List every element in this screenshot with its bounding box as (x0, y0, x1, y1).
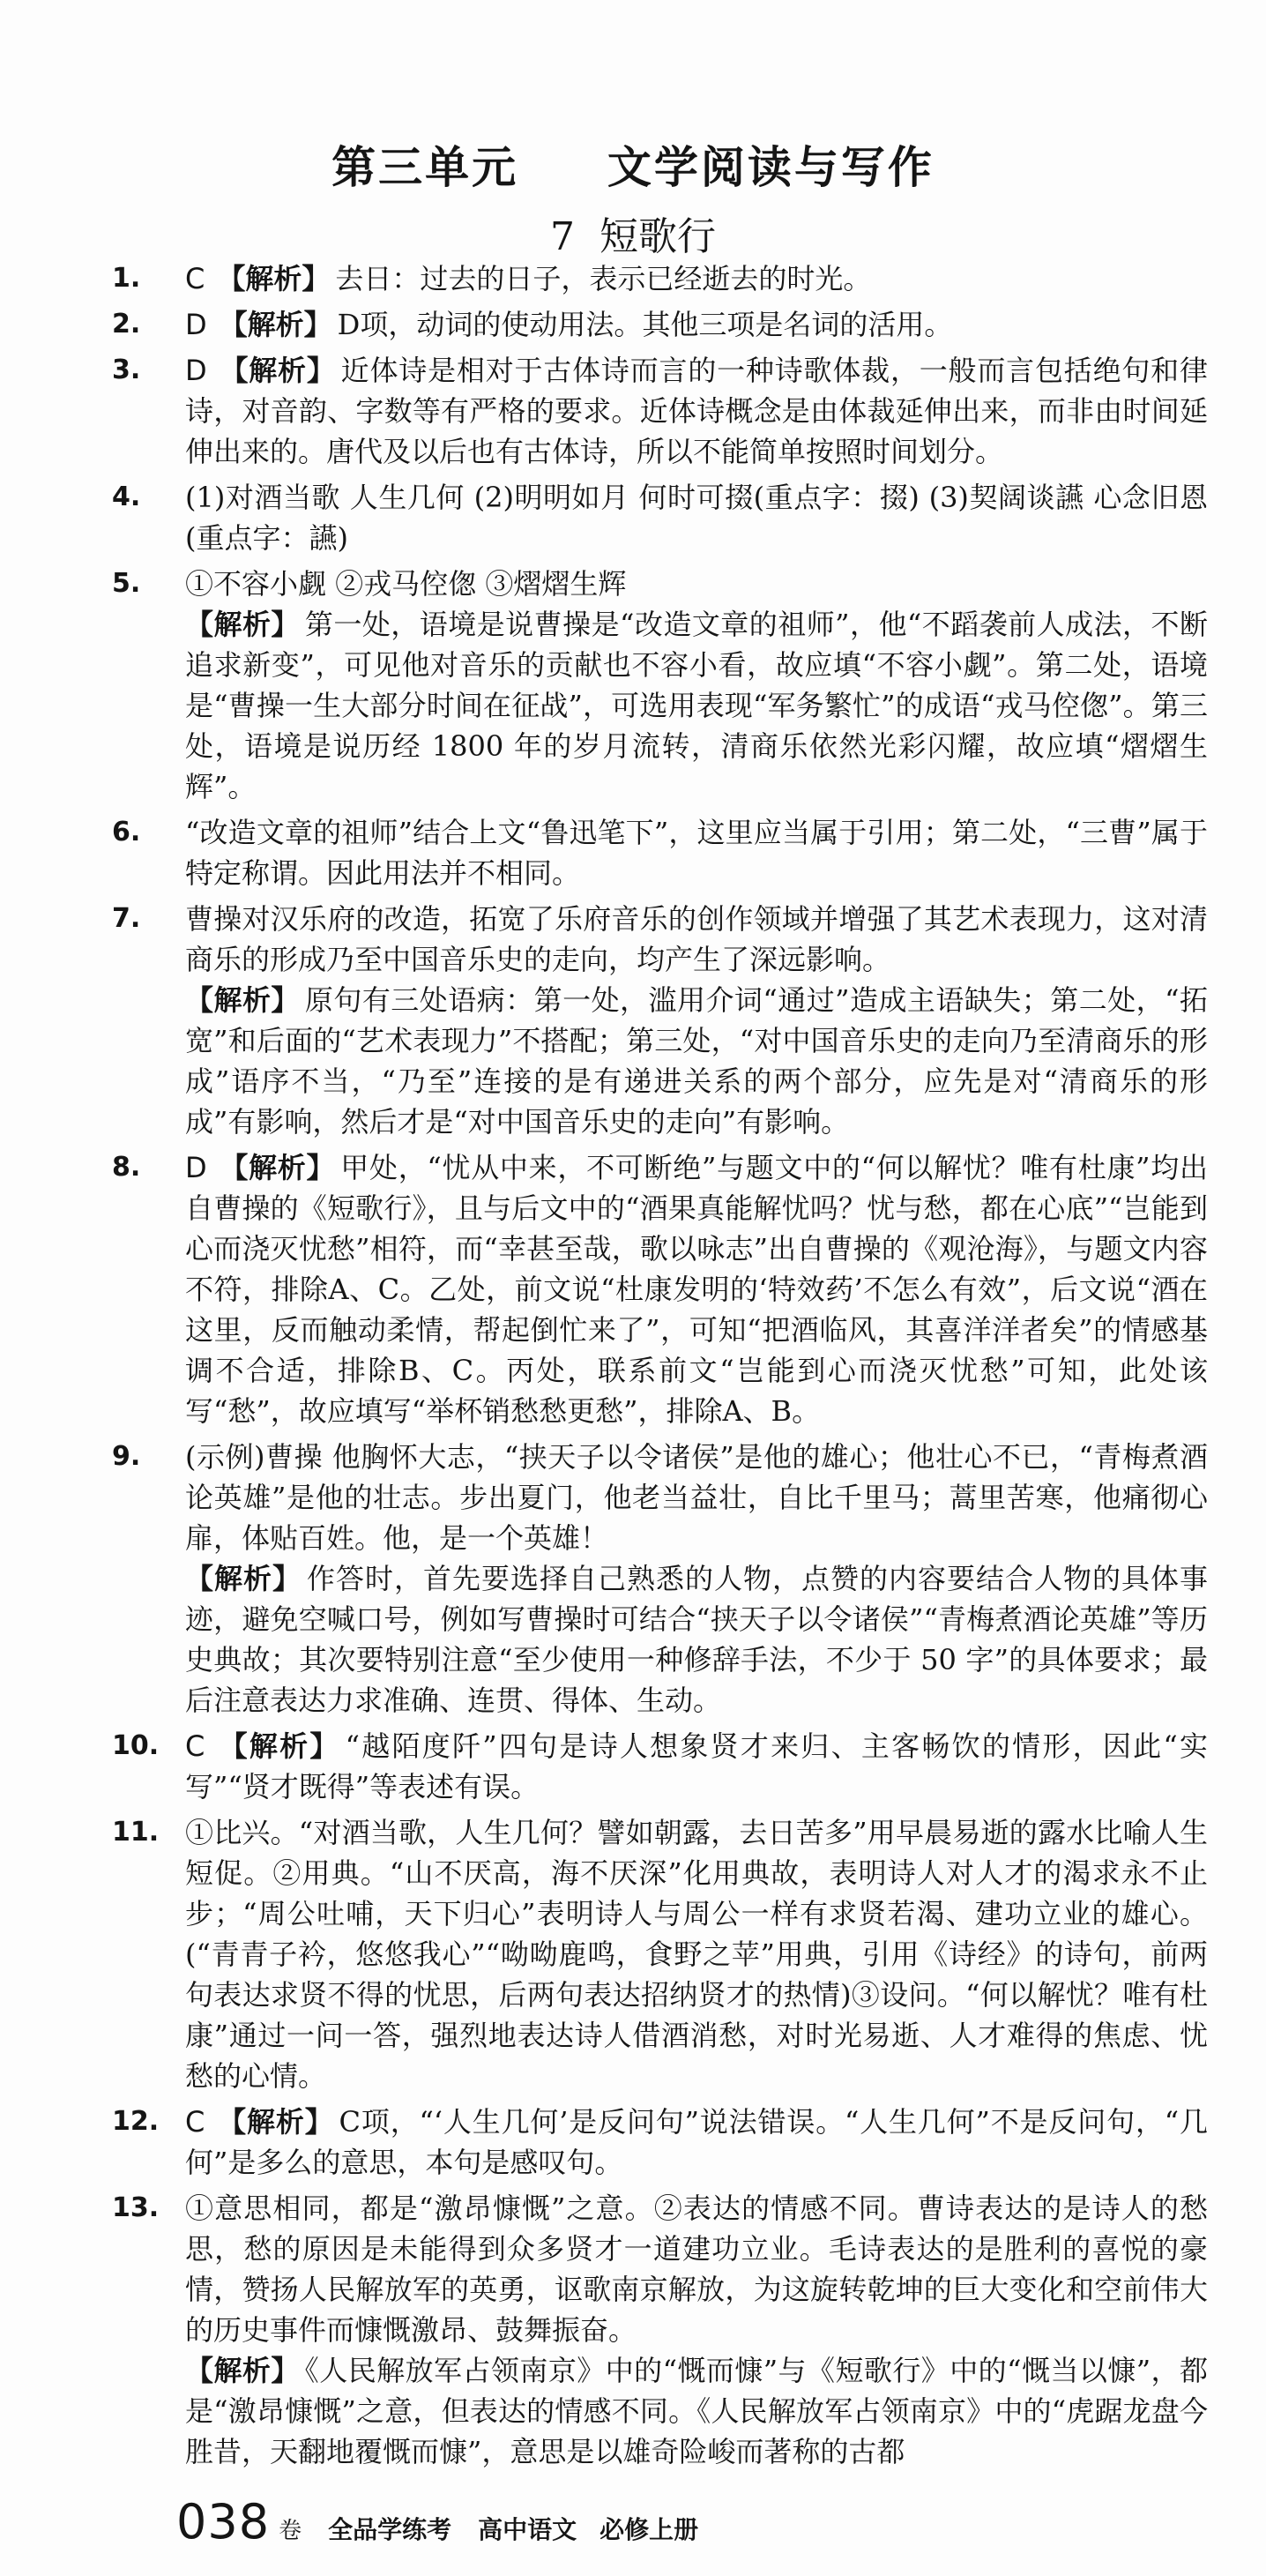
analysis-tag: 【解析】 (185, 608, 300, 641)
analysis-tag: 【解析】 (217, 262, 331, 295)
answer-item (112, 1147, 1208, 1431)
answer-paragraph (185, 604, 1208, 807)
answer-text: D项，动词的使动用法。其他三项是名词的活用。 (337, 308, 953, 341)
analysis-tag: 【解析】 (217, 2105, 334, 2139)
answer-choice: C (185, 1729, 205, 1763)
answer-item (112, 1437, 1208, 1721)
answer-text: 近体诗是相对于古体诗而言的一种诗歌体裁，一般而言包括绝句和律诗，对音韵、字数等有严格的要求。近体诗概念是由体裁延伸出来，而非由时间延伸出来的。唐代及以后也有古体诗，所以不能简单按照时间划分。 (185, 354, 1208, 468)
answer-text: C项，“‘人生几何’是反问句”说法错误。“人生几何”不是反问句，“几何”是多么的意思，本句是感叹句。 (185, 2105, 1208, 2179)
question-number: 13. (112, 2192, 160, 2223)
answer-text: “越陌度阡”四句是诗人想象贤才来归、主客畅饮的情形，因此“实写”“贤才既得”等表述有误。 (185, 1729, 1208, 1803)
answer-paragraph (185, 1147, 1208, 1431)
answer-item (112, 899, 1208, 1142)
page-footer (176, 2494, 721, 2550)
answer-item (112, 1812, 1208, 2096)
question-number: 11. (112, 1817, 160, 1848)
answer-text: ①不容小觑 ②戎马倥偬 ③熠熠生辉 (185, 567, 627, 601)
answer-paragraph (185, 477, 1208, 558)
answer-item (112, 258, 1208, 299)
answer-text: 第一处，语境是说曹操是“改造文章的祖师”，他“不蹈袭前人成法，不断追求新变”，可见他对音乐的贡献也不容小看，故应填“不容小觑”。第二处，语境是“曹操一生大部分时间在征战”，可选用表现“军务繁忙”的成语“戎马倥偬”。第三处，语境是说历经 1800 年的岁月流转，清商乐依然光彩闪耀，故应填“熠熠生辉”。 (185, 608, 1208, 803)
analysis-tag: 【解析】 (185, 1562, 302, 1595)
answer-item (112, 477, 1208, 558)
answer-paragraph (185, 1558, 1208, 1721)
answer-paragraph (185, 1726, 1208, 1807)
unit-title: 第三单元 文学阅读与写作 (331, 142, 935, 193)
answer-choice: D (185, 354, 207, 387)
analysis-tag: 【解析】 (219, 308, 332, 341)
answer-paragraph (185, 564, 1208, 604)
answer-item (112, 2102, 1208, 2183)
answer-paragraph (185, 1812, 1208, 2096)
answer-paragraph (185, 1437, 1208, 1558)
volume-name: 必修上册 (599, 2515, 699, 2544)
analysis-tag: 【解析】 (185, 2354, 300, 2387)
answer-paragraph (185, 899, 1208, 980)
question-number: 5. (112, 568, 141, 599)
answer-item (112, 1726, 1208, 1807)
question-number: 2. (112, 309, 141, 340)
analysis-tag: 【解析】 (219, 1151, 336, 1184)
question-number: 9. (112, 1441, 141, 1472)
answer-text: (示例)曹操 他胸怀大志，“挟天子以令诸侯”是他的雄心；他壮心不已，“青梅煮酒论英雄”是他的壮志。步出夏门，他老当益壮，自比千里马；蒿里苦寒，他痛彻心扉，体贴百姓。他，是一个英雄！ (185, 1440, 1208, 1555)
answer-paragraph (185, 2188, 1208, 2350)
answer-text: “改造文章的祖师”结合上文“鲁迅笔下”，这里应当属于引用；第二处，“三曹”属于特定称谓。因此用法并不相同。 (185, 816, 1208, 890)
answer-text: 《人民解放军占领南京》中的“慨而慷”与《短歌行》中的“慨当以慷”，都是“激昂慷慨”之意，但表达的情感不同。《人民解放军占领南京》中的“虎踞龙盘今胜昔，天翻地覆慨而慷”，意思是以雄奇险峻而著称的古都 (185, 2354, 1208, 2468)
answer-choice: D (185, 308, 207, 341)
answer-paragraph (185, 2350, 1208, 2472)
subject-name: 高中语文 (478, 2515, 577, 2544)
series-name: 全品学练考 (328, 2515, 452, 2544)
answer-choice: C (185, 262, 205, 295)
answer-text: ①意思相同，都是“激昂慷慨”之意。②表达的情感不同。曹诗表达的是诗人的愁思，愁的原因是未能得到众多贤才一道建功立业。毛诗表达的是胜利的喜悦的豪情，赞扬人民解放军的英勇，讴歌南京解放，为这旋转乾坤的巨大变化和空前伟大的历史事件而慷慨激昂、鼓舞振奋。 (185, 2191, 1208, 2347)
answer-list (112, 258, 1208, 2477)
answer-text: 原句有三处语病：第一处，滥用介词“通过”造成主语缺失；第二处，“拓宽”和后面的“艺术表现力”不搭配；第三处，“对中国音乐史的走向乃至清商乐的形成”语序不当，“乃至”连接的是有递进关系的两个部分，应先是对“清商乐的形成”有影响，然后才是“对中国音乐史的走向”有影响。 (185, 983, 1208, 1139)
answer-paragraph (185, 2102, 1208, 2183)
answer-item (112, 812, 1208, 893)
question-number: 6. (112, 817, 141, 847)
answer-paragraph (185, 812, 1208, 893)
juan-label: 卷 (279, 2518, 302, 2544)
answer-item (112, 2188, 1208, 2472)
page-number: 038 (176, 2494, 271, 2550)
answer-paragraph (185, 258, 1208, 299)
answer-paragraph (185, 304, 1208, 345)
answer-item (112, 304, 1208, 345)
analysis-tag: 【解析】 (219, 354, 336, 387)
question-number: 1. (112, 263, 141, 294)
lesson-title: 7 短歌行 (550, 214, 716, 259)
answer-item (112, 564, 1208, 807)
answer-item (112, 350, 1208, 472)
analysis-tag: 【解析】 (185, 983, 300, 1017)
question-number: 10. (112, 1730, 160, 1761)
question-number: 4. (112, 482, 141, 512)
answer-text: (1)对酒当歌 人生几何 (2)明明如月 何时可掇(重点字：掇) (3)契阔谈讌 心念旧恩(重点字：讌) (185, 481, 1208, 555)
question-number: 12. (112, 2106, 160, 2137)
question-number: 8. (112, 1152, 141, 1183)
answer-paragraph (185, 980, 1208, 1142)
analysis-tag: 【解析】 (217, 1729, 340, 1763)
answer-text: 作答时，首先要选择自己熟悉的人物，点赞的内容要结合人物的具体事迹，避免空喊口号，例如写曹操时可结合“挟天子以令诸侯”“青梅煮酒论英雄”等历史典故；其次要特别注意“至少使用一种修辞手法，不少于 50 字”的具体要求；最后注意表达力求准确、连贯、得体、生动。 (185, 1562, 1208, 1717)
answer-choice: D (185, 1151, 207, 1184)
answer-text: ①比兴。“对酒当歌，人生几何？譬如朝露，去日苦多”用早晨易逝的露水比喻人生短促。②用典。“山不厌高，海不厌深”化用典故，表明诗人对人才的渴求永不止步；“周公吐哺，天下归心”表明诗人与周公一样有求贤若渴、建功立业的雄心。(“青青子衿，悠悠我心”“呦呦鹿鸣，食野之苹”用典，引用《诗经》的诗句，前两句表达求贤不得的忧思，后两句表达招纳贤才的热情)③设问。“何以解忧？唯有杜康”通过一问一答，强烈地表达诗人借酒消愁，对时光易逝、人才难得的焦虑、忧愁的心情。 (185, 1816, 1208, 2093)
answer-choice: C (185, 2105, 205, 2139)
answer-text: 甲处，“忧从中来，不可断绝”与题文中的“何以解忧？唯有杜康”均出自曹操的《短歌行》，且与后文中的“酒果真能解忧吗？忧与愁，都在心底”“岂能到心而浇灭忧愁”相符，而“幸甚至哉，歌以咏志”出自曹操的《观沧海》，与题文内容不符，排除A、C。乙处，前文说“杜康发明的‘特效药’不怎么有效”，后文说“酒在这里，反而触动柔情，帮起倒忙来了”，可知“把酒临风，其喜洋洋者矣”的情感基调不合适，排除B、C。丙处，联系前文“岂能到心而浇灭忧愁”可知，此处该写“愁”，故应填写“举杯销愁愁更愁”，排除A、B。 (185, 1151, 1208, 1428)
answer-paragraph (185, 350, 1208, 472)
question-number: 3. (112, 355, 141, 385)
answer-text: 去日：过去的日子，表示已经逝去的时光。 (335, 262, 872, 295)
answer-text: 曹操对汉乐府的改造，拓宽了乐府音乐的创作领域并增强了其艺术表现力，这对清商乐的形成乃至中国音乐史的走向，均产生了深远影响。 (185, 902, 1208, 976)
question-number: 7. (112, 903, 141, 934)
